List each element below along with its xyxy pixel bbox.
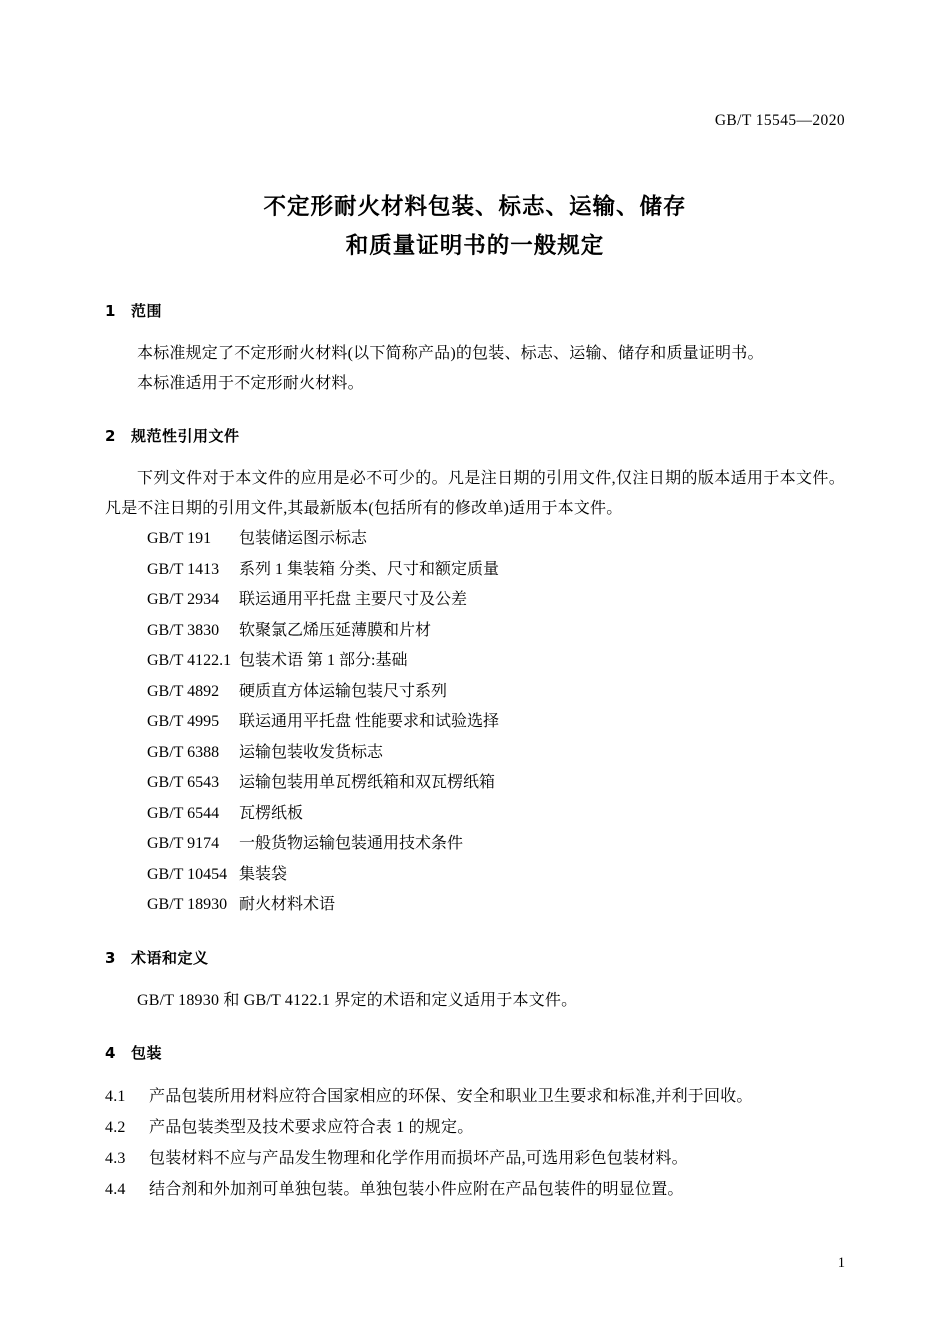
section-heading-terms-and-definitions <box>105 947 845 968</box>
list-item <box>105 738 845 769</box>
list-item <box>105 860 845 891</box>
reference-title: 耐火材料术语 <box>239 896 336 913</box>
list-item <box>105 829 845 860</box>
document-body <box>105 300 845 1205</box>
clause-text: 产品包装类型及技术要求应符合表 1 的规定。 <box>149 1118 474 1136</box>
reference-title: 包装储运图示标志 <box>239 530 368 547</box>
reference-title: 瓦楞纸板 <box>239 804 304 822</box>
reference-title: 联运通用平托盘 性能要求和试验选择 <box>239 713 500 730</box>
reference-code: GB/T 6388 <box>147 743 220 761</box>
clause-number: 4.3 <box>105 1149 126 1167</box>
scope-paragraph-1: 本标准规定了不定形耐火材料(以下简称产品)的包装、标志、运输、储存和质量证明书。 <box>137 345 764 362</box>
document-title-line-2: 和质量证明书的一般规定 <box>345 233 605 259</box>
clause-number: 4.4 <box>105 1180 126 1198</box>
scope-paragraph-2: 本标准适用于不定形耐火材料。 <box>137 375 364 392</box>
list-item <box>105 707 845 738</box>
reference-code: GB/T 4122.1 <box>147 652 232 669</box>
reference-code: GB/T 18930 <box>147 896 228 913</box>
list-item <box>105 524 845 555</box>
document-title <box>0 188 950 266</box>
section-heading-packaging <box>105 1042 845 1063</box>
section-number-scope: 1 <box>105 302 116 320</box>
reference-code: GB/T 1413 <box>147 560 220 578</box>
clause-text: 包装材料不应与产品发生物理和化学作用而损坏产品,可选用彩色包装材料。 <box>149 1149 688 1167</box>
list-item <box>105 1174 845 1205</box>
reference-title: 联运通用平托盘 主要尺寸及公差 <box>239 591 468 608</box>
reference-title: 硬质直方体运输包装尺寸系列 <box>239 682 448 700</box>
section-heading-normative-references <box>105 425 845 446</box>
reference-title: 运输包装用单瓦楞纸箱和双瓦楞纸箱 <box>239 774 496 791</box>
list-item <box>105 555 845 586</box>
reference-code: GB/T 6543 <box>147 774 220 791</box>
section-heading-scope <box>105 300 845 321</box>
list-item <box>105 616 845 647</box>
clause-number: 4.2 <box>105 1118 126 1136</box>
list-item <box>105 768 845 799</box>
list-item <box>105 1112 845 1143</box>
clause-number: 4.1 <box>105 1087 126 1105</box>
clause-text: 产品包装所用材料应符合国家相应的环保、安全和职业卫生要求和标准,并利于回收。 <box>149 1087 753 1105</box>
list-item <box>105 585 845 616</box>
document-title-line-1: 不定形耐火材料包装、标志、运输、储存 <box>263 194 687 220</box>
list-item <box>105 890 845 921</box>
reference-title: 软聚氯乙烯压延薄膜和片材 <box>239 621 432 639</box>
section-number-normative-references: 2 <box>105 427 116 445</box>
page-number: 1 <box>837 1255 845 1271</box>
list-item <box>105 799 845 830</box>
list-item <box>105 1143 845 1174</box>
section-number-terms-and-definitions: 3 <box>105 948 116 967</box>
section-number-packaging: 4 <box>105 1043 116 1062</box>
section-title-terms-and-definitions: 术语和定义 <box>131 948 209 967</box>
section-title-scope: 范围 <box>131 302 163 320</box>
reference-code: GB/T 10454 <box>147 865 228 883</box>
list-item <box>105 646 845 677</box>
reference-code: GB/T 4892 <box>147 682 220 700</box>
reference-code: GB/T 3830 <box>147 621 220 639</box>
packaging-clause-list <box>105 1081 845 1205</box>
section-title-normative-references: 规范性引用文件 <box>131 427 240 445</box>
reference-code: GB/T 2934 <box>147 591 220 608</box>
list-item <box>105 1081 845 1112</box>
reference-title: 集装袋 <box>239 865 288 883</box>
reference-title: 一般货物运输包装通用技术条件 <box>239 835 464 852</box>
reference-title: 运输包装收发货标志 <box>239 743 384 761</box>
running-head-standard-code: GB/T 15545—2020 <box>714 112 845 129</box>
normative-references-paragraph: 下列文件对于本文件的应用是必不可少的。凡是注日期的引用文件,仅注日期的版本适用于本文件。凡是不注日期的引用文件,其最新版本(包括所有的修改单)适用于本文件。 <box>105 470 845 517</box>
list-item <box>105 677 845 708</box>
reference-title: 系列 1 集装箱 分类、尺寸和额定质量 <box>239 560 500 578</box>
reference-code: GB/T 191 <box>147 530 212 547</box>
normative-reference-list <box>105 524 845 921</box>
terms-paragraph-1: GB/T 18930 和 GB/T 4122.1 界定的术语和定义适用于本文件。 <box>137 991 578 1009</box>
reference-title: 包装术语 第 1 部分:基础 <box>239 652 408 669</box>
reference-code: GB/T 9174 <box>147 835 220 852</box>
reference-code: GB/T 4995 <box>147 713 220 730</box>
reference-code: GB/T 6544 <box>147 804 220 822</box>
clause-text: 结合剂和外加剂可单独包装。单独包装小件应附在产品包装件的明显位置。 <box>149 1180 684 1198</box>
section-title-packaging: 包装 <box>131 1043 163 1062</box>
